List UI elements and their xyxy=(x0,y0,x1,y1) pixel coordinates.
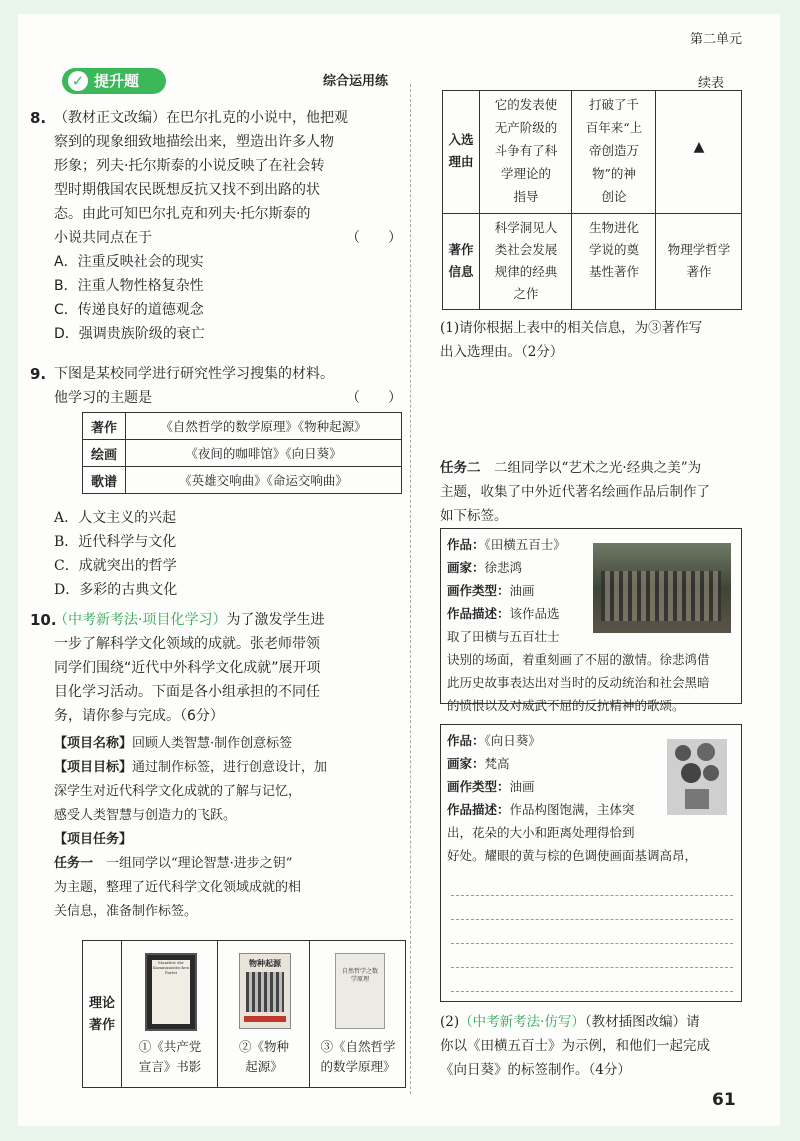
option-d[interactable]: D．多彩的古典文化 xyxy=(54,582,178,598)
sub-question-2: (2)（中考新考法·仿写）（教材插图改编）请 你以《田横五百士》为示例，和他们一起完成 《向日葵》的标签制作。（4分） xyxy=(440,1014,710,1078)
question-9: 9. 下图是某校同学进行研究性学习搜集的材料。 他学习的主题是 （ ） xyxy=(30,362,402,410)
row-label-info: 著作 信息 xyxy=(448,242,474,279)
reason-cell-1: 它的发表使 无产阶级的 斗争有了科 学理论的 指导 xyxy=(494,97,558,204)
q9-material-table xyxy=(82,412,402,494)
sub-question-1: (1)请你根据上表中的相关信息，为③著作写 出入选理由。（2分） xyxy=(440,320,703,360)
info-cell-2: 生物进化 学说的奠 基性著作 xyxy=(588,220,639,279)
option-c[interactable]: C．成就突出的哲学 xyxy=(54,558,177,574)
answer-line[interactable] xyxy=(451,919,733,920)
row-label-reason: 入选 理由 xyxy=(448,132,474,169)
page-number: 61 xyxy=(712,1090,736,1110)
label-card-sunflowers xyxy=(440,724,742,1002)
q8-line: 态。由此可知巴尔扎克和列夫·托尔斯泰的 xyxy=(54,206,311,222)
q8-line: 型时期俄国农民既想反抗又找不到出路的状 xyxy=(54,182,320,198)
option-b[interactable]: B．近代科学与文化 xyxy=(54,534,177,550)
q8-line: 察到的现象细致地描绘出来，塑造出许多人物 xyxy=(54,134,334,150)
question-10: 10. （中考新考法·项目化学习）为了激发学生进 一步了解科学文化领域的成就。张老师带领 同学们围绕“近代中外科学文化成就”展开项 目化学习活动。下面是各小组承担的不同任 务，请你参与完成。（6分） xyxy=(30,611,325,724)
book-cover-image: 物种起源 xyxy=(239,953,291,1029)
option-d[interactable]: D．强调贵族阶级的衰亡 xyxy=(54,326,205,342)
option-c[interactable]: C．传递良好的道德观念 xyxy=(54,302,204,318)
book-caption: ②《物种 起源》 xyxy=(238,1039,289,1074)
card-text: 作品：《向日葵》 画家：梵高 画作类型：油画 作品描述：作品构图饱满，主体突 出，花朵的大小和距离处理得恰到 好处。耀眼的黄与棕的色调使画面基调高昂， xyxy=(447,733,698,863)
project-info: 【项目名称】回顾人类智慧·制作创意标签 【项目目标】通过制作标签，进行创意设计，加 深学生对近代科学文化成就的了解与记忆， 感受人类智慧与创造力的飞跃。 【项目任务】 任务一 一组同学以“理论智慧·进步之钥” 为主题，整理了近代科学文化领域成就的相 关信息，准备制作标签。 xyxy=(54,736,328,919)
label-card-tianheng xyxy=(440,528,742,713)
task-2: 任务二 二组同学以“艺术之光·经典之美”为 主题，收集了中外近代著名绘画作品后制作了 如下标签。 xyxy=(440,460,710,524)
book-communist-manifesto xyxy=(123,941,218,1087)
answer-line[interactable] xyxy=(451,991,733,992)
book-caption: ①《共产党 宣言》书影 xyxy=(138,1039,202,1074)
book-illustration xyxy=(246,972,284,1012)
table-divider xyxy=(443,213,741,214)
q9-line: 他学习的主题是 xyxy=(54,390,152,406)
answer-paren: （ ） xyxy=(346,230,402,246)
option-b[interactable]: B．注重人物性格复杂性 xyxy=(54,278,204,294)
option-a[interactable]: A．人文主义的兴起 xyxy=(54,510,177,526)
q8-line: 形象；列夫·托尔斯泰的小说反映了在社会转 xyxy=(54,158,325,174)
continued-label: 续表 xyxy=(698,76,725,91)
works-row-label: 理论 著作 xyxy=(83,941,122,1087)
q8-line: 小说共同点在于 xyxy=(54,230,152,246)
table-divider xyxy=(479,91,480,309)
table-row: 绘画 《夜间的咖啡馆》《向日葵》 xyxy=(83,440,402,467)
column-divider xyxy=(410,84,411,1094)
new-method-tag: （中考新考法·项目化学习） xyxy=(54,612,227,628)
section-title: 综合运用练 xyxy=(323,74,389,89)
answer-line[interactable] xyxy=(451,943,733,944)
table-divider xyxy=(655,91,656,309)
q8-line: （教材正文改编）在巴尔扎克的小说中，他把观 xyxy=(54,110,348,126)
question-8: 8. （教材正文改编）在巴尔扎克的小说中，他把观 察到的现象细致地描绘出来，塑造出许多人物 形象；列夫·托尔斯泰的小说反映了在社会转 型时期俄国农民既想反抗又找不到出路的状 态。由此可知巴尔扎克和列夫·托尔斯泰的 小说共同点在于 （ ） A．注重反映社会的现实 B．注重人物性格复杂性 C．传递良好的道德观念 D．强调贵族阶级的衰亡 xyxy=(30,106,402,346)
book-band xyxy=(244,1016,286,1022)
check-icon: ✓ xyxy=(68,71,88,91)
theory-works-table xyxy=(82,940,406,1088)
answer-paren: （ ） xyxy=(346,390,402,406)
info-cell-3: 物理学哲学 著作 xyxy=(667,242,731,279)
info-cell-1: 科学洞见人 类社会发展 规律的经典 之作 xyxy=(494,220,558,301)
q9-options xyxy=(54,506,177,602)
card-text: 作品：《田横五百士》 画家：徐悲鸿 画作类型：油画 作品描述：该作品选 取了田横与五百壮士 诀别的场面，着重刻画了不屈的激情。徐悲鸿借 此历史故事表达出对当时的反动统治和社会黑暗 的愤恨以及对威武不屈的反抗精神的歌颂。 xyxy=(447,537,710,713)
worksheet-page xyxy=(18,14,780,1126)
answer-line[interactable] xyxy=(451,895,733,896)
book-caption: ③《自然哲学 的数学原理》 xyxy=(320,1039,396,1074)
q9-line: 下图是某校同学进行研究性学习搜集的材料。 xyxy=(54,366,334,382)
book-cover-image: Manifest der Kommunistischen Partei xyxy=(145,953,197,1031)
selection-table xyxy=(442,90,742,310)
table-row: 歌谱 《英雄交响曲》《命运交响曲》 xyxy=(83,467,402,494)
answer-space-1[interactable] xyxy=(440,370,750,450)
triangle-placeholder: ▲ xyxy=(693,139,705,155)
section-badge: ✓ 提升题 xyxy=(62,68,166,94)
table-row: 著作 《自然哲学的数学原理》《物种起源》 xyxy=(83,413,402,440)
new-method-tag: （中考新考法·仿写） xyxy=(459,1014,585,1030)
book-origin-of-species xyxy=(219,941,310,1087)
book-cover-image: 自然哲学之数学原理 xyxy=(335,953,385,1029)
unit-label: 第二单元 xyxy=(690,32,743,47)
option-a[interactable]: A．注重反映社会的现实 xyxy=(54,254,204,270)
book-principia xyxy=(311,941,405,1087)
reason-cell-2: 打破了千 百年来“上 帝创造万 物”的神 创论 xyxy=(585,97,643,204)
table-divider xyxy=(571,91,572,309)
answer-line[interactable] xyxy=(451,967,733,968)
